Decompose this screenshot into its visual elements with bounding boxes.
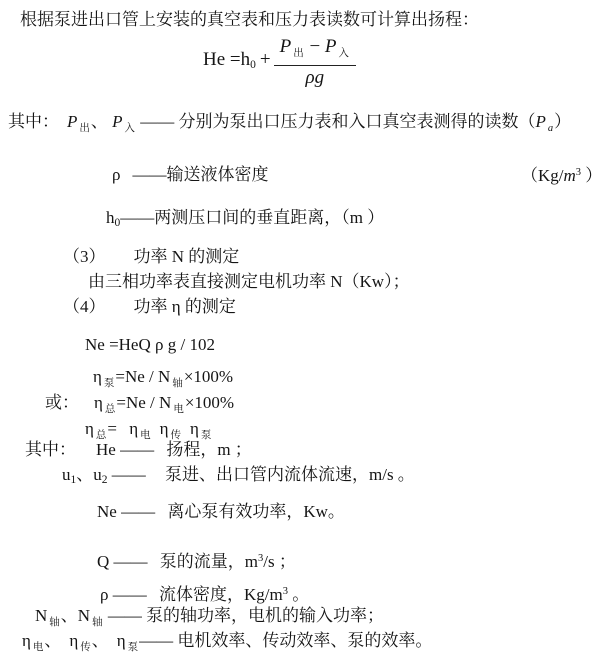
intro-line xyxy=(20,9,479,30)
eta-definitions: η $_电$、 η $_传$、 η $_泵$—— 电机效率、传动效率、泵的效率。 xyxy=(22,631,433,653)
u-definition: $u_1$、$u_2$ —— 泵进、出口管内流体流速，m/s 。 xyxy=(62,465,415,486)
ne-formula: Ne =HeQ ρ g / 102 xyxy=(85,335,215,354)
head-formula xyxy=(203,36,356,88)
pressure-fraction xyxy=(274,36,356,88)
rho-symbol: ρ xyxy=(112,165,121,184)
item-3-number: （3） xyxy=(63,247,106,266)
item-4-number: （4） xyxy=(63,297,106,316)
plus-operator: + xyxy=(259,48,271,70)
eta-product-formula: η $_总$= η $_电$ η $_传$ η $_泵$ xyxy=(85,419,212,441)
formula-lhs: $He =h_0$ + xyxy=(203,48,271,71)
ne-definition: Ne —— 离心泵有效功率，Kw。 xyxy=(97,502,345,521)
item-3-heading: （3） 功率 N 的测定 xyxy=(63,247,240,266)
h0-definition: $h_0——$两测压口间的垂直距离，（m ） xyxy=(106,208,385,229)
rho2-definition: ρ —— 流体密度，$Kg/m^3$ 。 xyxy=(100,585,310,604)
item-4-heading: （4） 功率 η 的测定 xyxy=(63,297,236,316)
fraction-denominator: ρg xyxy=(305,67,325,88)
eta-pump-formula: η $_泵$=Ne / N $_轴$×100% xyxy=(93,367,234,389)
q-definition: Q —— 泵的流量，$m^3/s$ ； xyxy=(97,552,296,571)
n-shaft-definition: N $_轴$、N $_轴$ —— 泵的轴功率，电机的输入功率； xyxy=(35,606,385,628)
rho-definition: ρ ——输送液体密度 xyxy=(112,165,269,184)
eta-total-formula: 或： η $_总$=Ne / N $_电$×100% xyxy=(45,393,235,415)
where-clause-1: 其中： P $_出$、 P $_入$ —— 分别为泵出口压力表和入口真空表测得的读数（P $_a$） xyxy=(8,112,572,134)
rho-unit: （$Kg/m^3$ ） xyxy=(521,166,603,185)
intro-text: 根据泵进出口管上安装的真空表和压力表读数可计算出扬程： xyxy=(20,10,479,29)
item-3-body: 由三相功率表直接测定电机功率 N（Kw）； xyxy=(88,272,410,291)
fraction-numerator: P $_出$ − P $_入$ xyxy=(274,36,356,66)
where-clause-2: 其中： He —— 扬程，m ； xyxy=(25,440,252,459)
